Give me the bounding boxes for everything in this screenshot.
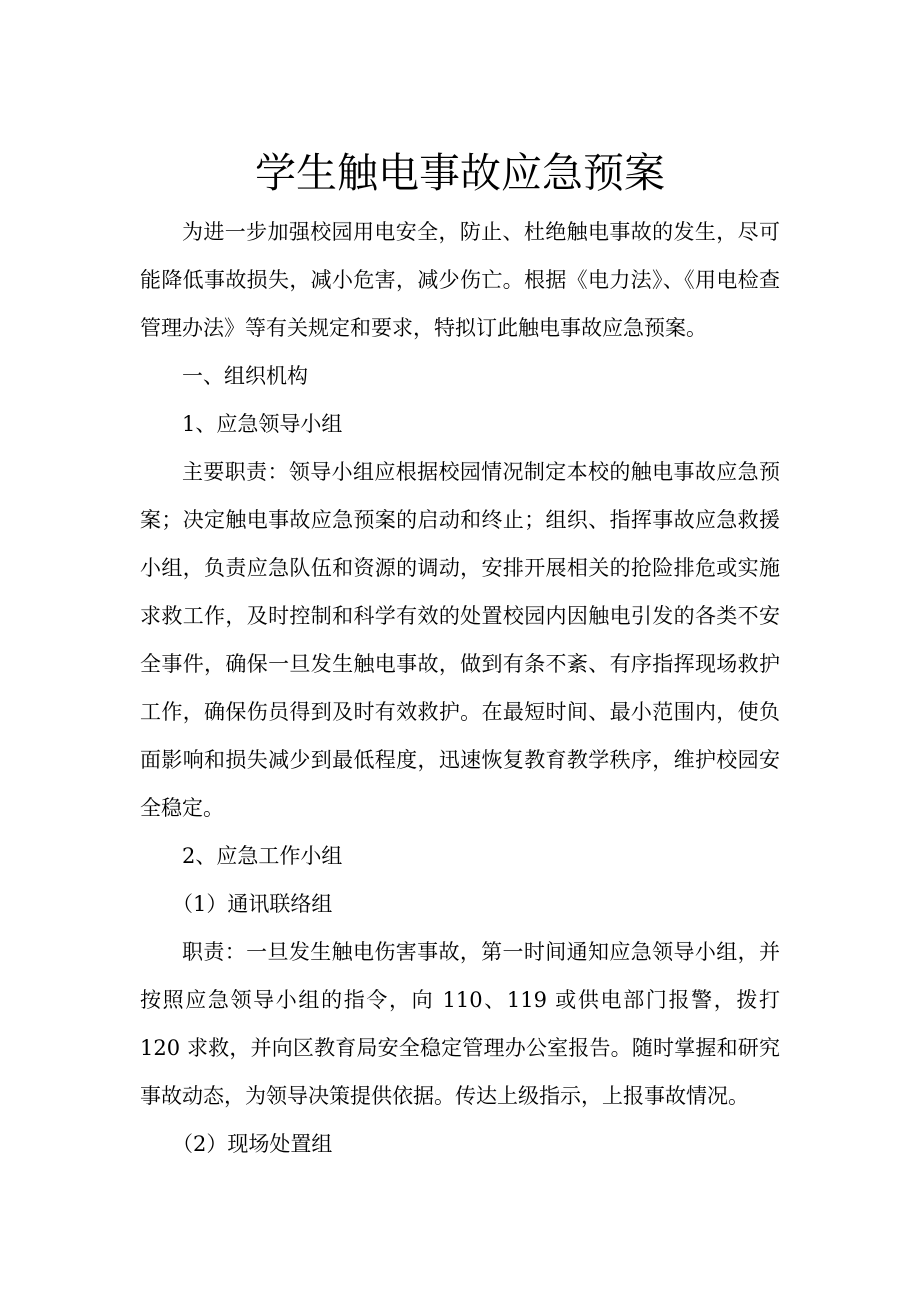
subsection-heading-working-group: 2、应急工作小组 <box>182 844 343 868</box>
communication-duties-paragraph: 职责：一旦发生触电伤害事故，第一时间通知应急领导小组，并按照应急领导小组的指令，向 110、119 或供电部门报警，拨打 120 求救，并向区教育局安全稳定管理办公室报告。随时掌握和研究事故动态，为领导决策提供依据。传达上级指示，上报事故情况。 <box>140 940 780 1108</box>
section-heading-organization: 一、组织机构 <box>182 364 308 388</box>
document-title: 学生触电事故应急预案 <box>255 149 665 197</box>
item-heading-onsite-handling-group: （2）现场处置组 <box>172 1132 333 1156</box>
intro-paragraph: 为进一步加强校园用电安全，防止、杜绝触电事故的发生，尽可能降低事故损失，减小危害，减少伤亡。根据《电力法》、《用电检查管理办法》等有关规定和要求，特拟订此触电事故应急预案。 <box>140 220 780 340</box>
item-heading-communication-group: （1）通讯联络组 <box>172 892 333 916</box>
document-body <box>140 208 780 1168</box>
subsection-heading-leadership-group: 1、应急领导小组 <box>182 412 343 436</box>
leadership-duties-paragraph: 主要职责：领导小组应根据校园情况制定本校的触电事故应急预案；决定触电事故应急预案的启动和终止；组织、指挥事故应急救援小组，负责应急队伍和资源的调动，安排开展相关的抢险排危或实施求救工作，及时控制和科学有效的处置校园内因触电引发的各类不安全事件，确保一旦发生触电事故，做到有条不紊、有序指挥现场救护工作，确保伤员得到及时有效救护。在最短时间、最小范围内，使负面影响和损失减少到最低程度，迅速恢复教育教学秩序，维护校园安全稳定。 <box>140 460 780 820</box>
